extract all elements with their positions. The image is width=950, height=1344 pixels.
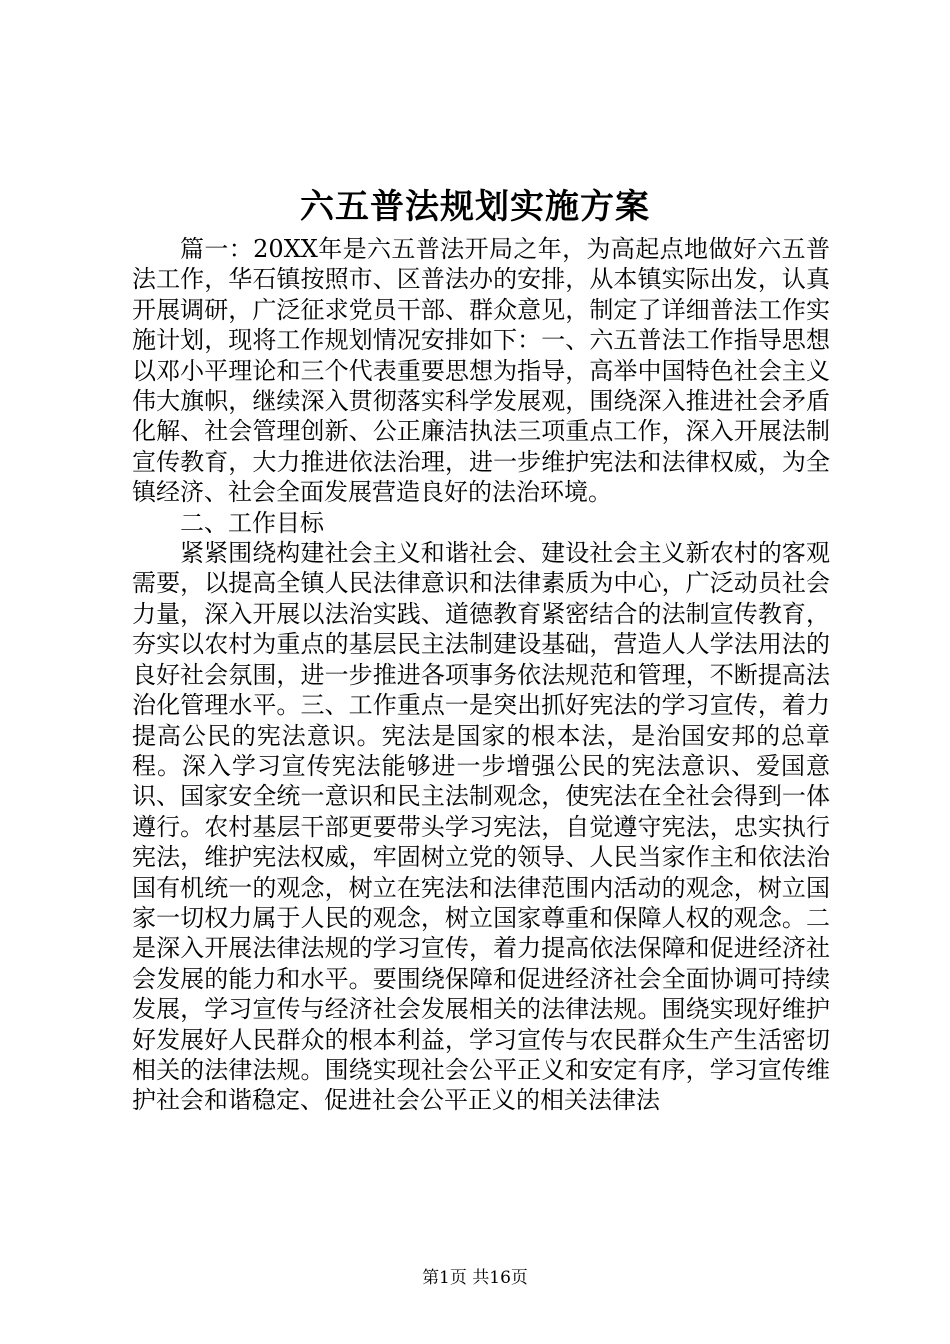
paragraph-goals: 紧紧围绕构建社会主义和谐社会、建设社会主义新农村的客观需要，以提高全镇人民法律意识和法律素质为中心，广泛动员社会力量，深入开展以法治实践、道德教育紧密结合的法制宣传教育，夯实以农村为重点的基层民主法制建设基础，营造人人学法用法的良好社会氛围，进一步推进各项事务依法规范和管理，不断提高法治化管理水平。三、工作重点一是突出抓好宪法的学习宣传，着力提高公民的宪法意识。宪法是国家的根本法，是治国安邦的总章程。深入学习宣传宪法能够进一步增强公民的宪法意识、爱国意识、国家安全统一意识和民主法制观念，使宪法在全社会得到一体遵行。农村基层干部更要带头学习宪法，自觉遵守宪法，忠实执行宪法，维护宪法权威，牢固树立党的领导、人民当家作主和依法治国有机统一的观念，树立在宪法和法律范围内活动的观念，树立国家一切权力属于人民的观念，树立国家尊重和保障人权的观念。二是深入开展法律法规的学习宣传，着力提高依法保障和促进经济社会发展的能力和水平。要围绕保障和促进经济社会全面协调可持续发展，学习宣传与经济社会发展相关的法律法规。围绕实现好维护好发展好人民群众的根本利益，学习宣传与农民群众生产生活密切相关的法律法规。围绕实现社会公平正义和安定有序，学习宣传维护社会和谐稳定、促进社会公平正义的相关法律法 xyxy=(132,539,830,1115)
page-footer: 第1页 共16页 xyxy=(422,1268,528,1288)
document-title: 六五普法规划实施方案 xyxy=(300,187,650,227)
paragraph-section-heading: 二、工作目标 xyxy=(180,508,324,537)
paragraph-intro: 篇一：20XX年是六五普法开局之年，为高起点地做好六五普法工作，华石镇按照市、区普法办的安排，从本镇实际出发，认真开展调研，广泛征求党员干部、群众意见，制定了详细普法工作实施计划，现将工作规划情况安排如下：一、六五普法工作指导思想以邓小平理论和三个代表重要思想为指导，高举中国特色社会主义伟大旗帜，继续深入贯彻落实科学发展观，围绕深入推进社会矛盾化解、社会管理创新、公正廉洁执法三项重点工作，深入开展法制宣传教育，大力推进依法治理，进一步维护宪法和法律权威，为全镇经济、社会全面发展营造良好的法治环境。 xyxy=(132,235,830,507)
document-body xyxy=(132,234,830,1116)
